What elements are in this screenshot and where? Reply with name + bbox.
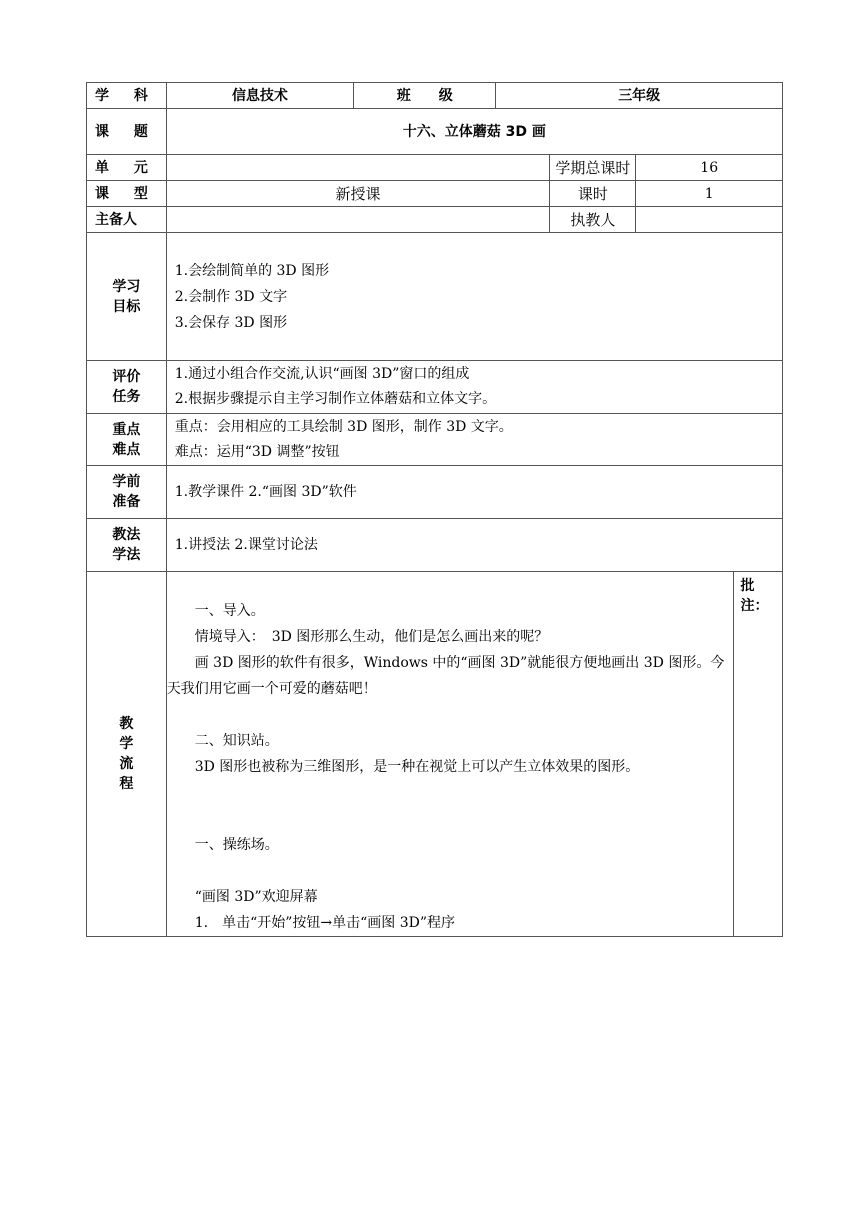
subject-label: 学 科 [87, 83, 167, 109]
type-label: 课 型 [87, 181, 167, 207]
unit-row [87, 155, 783, 181]
methods-label-line-1: 教法 [112, 527, 141, 543]
process-label [87, 572, 167, 937]
process-paragraph: 情境导入： 3D 图形那么生动，他们是怎么画出来的呢？ [194, 629, 549, 645]
preparation-label [87, 466, 167, 519]
methods-text: 1.讲授法 2.课堂讨论法 [166, 519, 782, 572]
hours-label: 课时 [550, 181, 636, 207]
process-paragraph: “画图 3D”欢迎屏幕 [194, 889, 318, 905]
preparer-row [87, 207, 783, 233]
subject-row [87, 83, 783, 109]
key-points-label [87, 414, 167, 466]
process-label-char: 教 [119, 716, 134, 732]
process-row [87, 572, 783, 937]
total-hours-value: 16 [636, 155, 783, 181]
process-paragraph: 3D 图形也被称为三维图形，是一种在视觉上可以产生立体效果的图形。 [194, 759, 640, 775]
class-label: 班 级 [354, 83, 496, 109]
key-points-label-line-2: 难点 [112, 441, 141, 458]
process-label-char: 流 [119, 756, 134, 772]
evaluation-label-line-2: 任务 [112, 389, 141, 405]
goals-label [87, 233, 167, 361]
goals-row [87, 233, 783, 361]
key-point-item: 难点：运用“3D 调整”按钮 [174, 443, 340, 460]
notes-label-line-1: 批 [740, 578, 755, 594]
methods-label [87, 519, 167, 572]
preparation-text: 1.教学课件 2.“画图 3D”软件 [166, 466, 782, 519]
hours-value: 1 [636, 181, 783, 207]
process-label-char: 学 [119, 736, 134, 752]
evaluation-label [87, 361, 167, 414]
unit-value [166, 155, 550, 181]
process-content [166, 572, 734, 937]
goal-item: 1.会绘制简单的 3D 图形 [174, 262, 330, 279]
process-label-char: 程 [119, 776, 134, 792]
process-paragraph: 一、导入。 [194, 603, 265, 619]
notes-column [734, 572, 783, 937]
preparation-label-line-1: 学前 [112, 474, 141, 490]
goal-item: 3.会保存 3D 图形 [174, 314, 288, 331]
process-paragraph: 画 3D 图形的软件有很多，Windows 中的“画图 3D”就能很方便地画出 3D 图形。今天我们用它画一个可爱的蘑菇吧！ [166, 655, 725, 697]
goal-item: 2.会制作 3D 文字 [174, 288, 288, 305]
key-points-row [87, 414, 783, 466]
goals-list [166, 233, 782, 361]
key-point-item: 重点：会用相应的工具绘制 3D 图形，制作 3D 文字。 [174, 418, 513, 435]
total-hours-label: 学期总课时 [550, 155, 636, 181]
process-paragraph: 一、操练场。 [194, 837, 279, 853]
teacher-value [636, 207, 783, 233]
preparation-row [87, 466, 783, 519]
class-value: 三年级 [496, 83, 783, 109]
preparer-value [166, 207, 550, 233]
key-points-label-line-1: 重点 [112, 421, 141, 438]
process-paragraph: 1. 单击“开始”按钮→单击“画图 3D”程序 [194, 915, 456, 931]
evaluation-item: 2.根据步骤提示自主学习制作立体蘑菇和立体文字。 [174, 391, 497, 407]
goals-label-line-1: 学习 [112, 278, 141, 295]
title-row [87, 109, 783, 155]
lesson-title: 十六、立体蘑菇 3D 画 [166, 109, 782, 155]
methods-row [87, 519, 783, 572]
title-label: 课 题 [87, 109, 167, 155]
type-value: 新授课 [166, 181, 550, 207]
unit-label: 单 元 [87, 155, 167, 181]
notes-label-line-2: 注： [740, 598, 769, 614]
subject-value: 信息技术 [166, 83, 353, 109]
process-paragraph: 二、知识站。 [194, 733, 279, 749]
lesson-plan-table [86, 82, 783, 937]
type-row [87, 181, 783, 207]
preparer-label: 主备人 [87, 207, 167, 233]
evaluation-label-line-1: 评价 [112, 369, 141, 385]
goals-label-line-2: 目标 [112, 298, 141, 315]
methods-label-line-2: 学法 [112, 547, 141, 563]
key-points-list [166, 414, 782, 466]
teacher-label: 执教人 [550, 207, 636, 233]
evaluation-row [87, 361, 783, 414]
evaluation-list [166, 361, 782, 414]
evaluation-item: 1.通过小组合作交流,认识“画图 3D”窗口的组成 [174, 366, 470, 382]
preparation-label-line-2: 准备 [112, 494, 141, 510]
